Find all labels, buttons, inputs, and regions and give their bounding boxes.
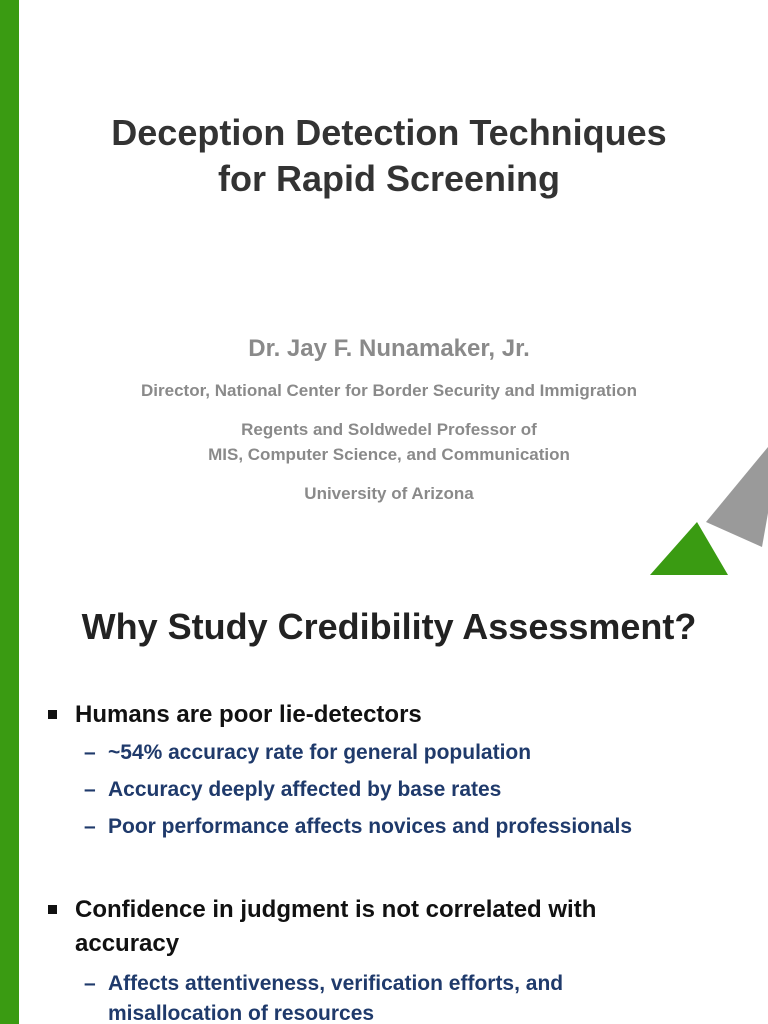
author-director-title: Director, National Center for Border Security and Immigration <box>141 381 637 400</box>
author-regents-title-line1: Regents and Soldwedel Professor of <box>241 420 537 439</box>
author-regents-title-line2: MIS, Computer Science, and Communication <box>208 445 570 464</box>
square-bullet-icon <box>48 710 57 719</box>
dash-icon: – <box>84 972 96 995</box>
bullet-humans-poor <box>48 698 748 732</box>
sub-bullet-text: ~54% accuracy rate for general population <box>108 741 532 764</box>
sub-bullet-text: Affects attentiveness, verification efforts, and misallocation of resources <box>108 972 564 1024</box>
author-name: Dr. Jay F. Nunamaker, Jr. <box>248 335 530 362</box>
sub-bullet-text: Poor performance affects novices and professionals <box>108 815 632 838</box>
sub-bullet-text: Accuracy deeply affected by base rates <box>108 778 502 801</box>
square-bullet-icon <box>48 905 57 914</box>
sub-bullet-attentiveness <box>84 969 644 1024</box>
sub-bullet-base-rates <box>84 775 744 805</box>
green-side-bar <box>0 0 19 1024</box>
dash-icon: – <box>84 778 96 801</box>
green-triangle <box>650 522 728 575</box>
slide1-title <box>19 110 759 202</box>
author-university: University of Arizona <box>304 484 474 503</box>
bullet-text: Humans are poor lie-detectors <box>75 701 422 728</box>
sub-bullet-novices-professionals <box>84 812 744 842</box>
slide2-title: Why Study Credibility Assessment? <box>81 606 697 647</box>
slide1-title-line1: Deception Detection Techniques <box>111 112 667 153</box>
dash-icon: – <box>84 815 96 838</box>
author-block <box>19 334 759 506</box>
bullet-confidence <box>48 893 688 961</box>
sub-bullet-accuracy-rate <box>84 738 744 768</box>
slide1-title-line2: for Rapid Screening <box>217 158 561 199</box>
bullet-text: Confidence in judgment is not correlated with accuracy <box>75 896 597 957</box>
dash-icon: – <box>84 741 96 764</box>
